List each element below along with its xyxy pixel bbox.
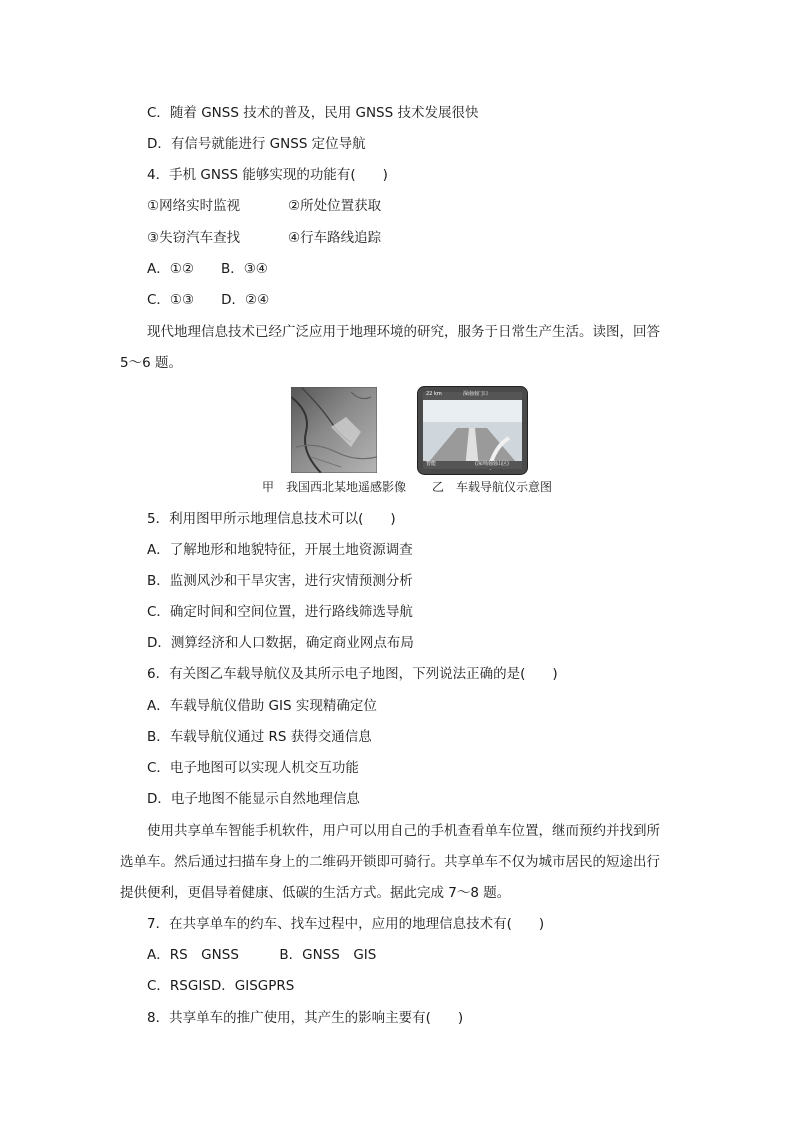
q3-option-d: D．有信号就能进行 GNSS 定位导航 [147,136,366,152]
nav-road-top-label: 深南南门口 [463,391,489,397]
figure-b-caption: 乙 车载导航仪示意图 [432,480,553,494]
q6-stem: 6．有关图乙车载导航仪及其所示电子地图，下列说法正确的是( ) [147,666,558,682]
nav-road-bottom-label: (深圳南南山区) [475,461,509,467]
nav-speed-label: 22 km [426,391,442,397]
intro-7-8-line1: 使用共享单车智能手机软件，用户可以用自己的手机查看单车位置，继而预约并找到所 [147,823,660,839]
q6-option-b: B．车载导航仪通过 RS 获得交通信息 [147,729,372,745]
q4-item-3: ③失窃汽车查找 [147,230,241,246]
q7-stem: 7．在共享单车的约车、找车过程中，应用的地理信息技术有( ) [147,916,545,932]
q5-option-c: C．确定时间和空间位置，进行路线筛选导航 [147,604,413,620]
q4-stem: 4．手机 GNSS 能够实现的功能有( ) [147,167,388,183]
q5-option-b: B．监测风沙和干旱灾害，进行灾情预测分析 [147,573,413,589]
q4-item-2: ②所处位置获取 [288,198,382,214]
intro-7-8-line2: 选单车。然后通过扫描车身上的二维码开锁即可骑行。共享单车不仅为城市居民的短途出行 [120,854,660,870]
intro-5-6-line2: 5～6 题。 [120,355,182,371]
q7-options-ab: A．RS GNSS B．GNSS GIS [147,947,377,963]
q6-option-c: C．电子地图可以实现人机交互功能 [147,760,359,776]
q6-option-a: A．车载导航仪借助 GIS 实现精确定位 [147,698,377,714]
q5-stem: 5．利用图甲所示地理信息技术可以( ) [147,511,396,527]
q3-option-c: C．随着 GNSS 技术的普及，民用 GNSS 技术发展很快 [147,105,479,121]
intro-5-6-line1: 现代地理信息技术已经广泛应用于地理环境的研究，服务于日常生产生活。读图，回答 [147,324,660,340]
nav-corner-label: 智能 [426,461,437,467]
intro-7-8-line3: 提供便利，更倡导着健康、低碳的生活方式。据此完成 7～8 题。 [120,885,511,901]
q4-options-ab: A．①② B．③④ [147,261,268,277]
q6-option-d: D．电子地图不能显示自然地理信息 [147,791,360,807]
q4-options-cd: C．①③ D．②④ [147,292,270,308]
q7-option-c: C．RSGISD．GISGPRS [147,978,295,994]
q4-item-1: ①网络实时监视 [147,198,241,214]
q4-item-4: ④行车路线追踪 [288,230,382,246]
remote-sensing-image [291,387,377,473]
q5-option-d: D．测算经济和人口数据，确定商业网点布局 [147,635,414,651]
q5-option-a: A．了解地形和地貌特征，开展土地资源调查 [147,542,413,558]
q8-stem: 8．共享单车的推广使用，其产生的影响主要有( ) [147,1010,464,1026]
figure-a-caption: 甲 我国西北某地遥感影像 [262,480,407,494]
car-navigator-image [417,386,528,475]
